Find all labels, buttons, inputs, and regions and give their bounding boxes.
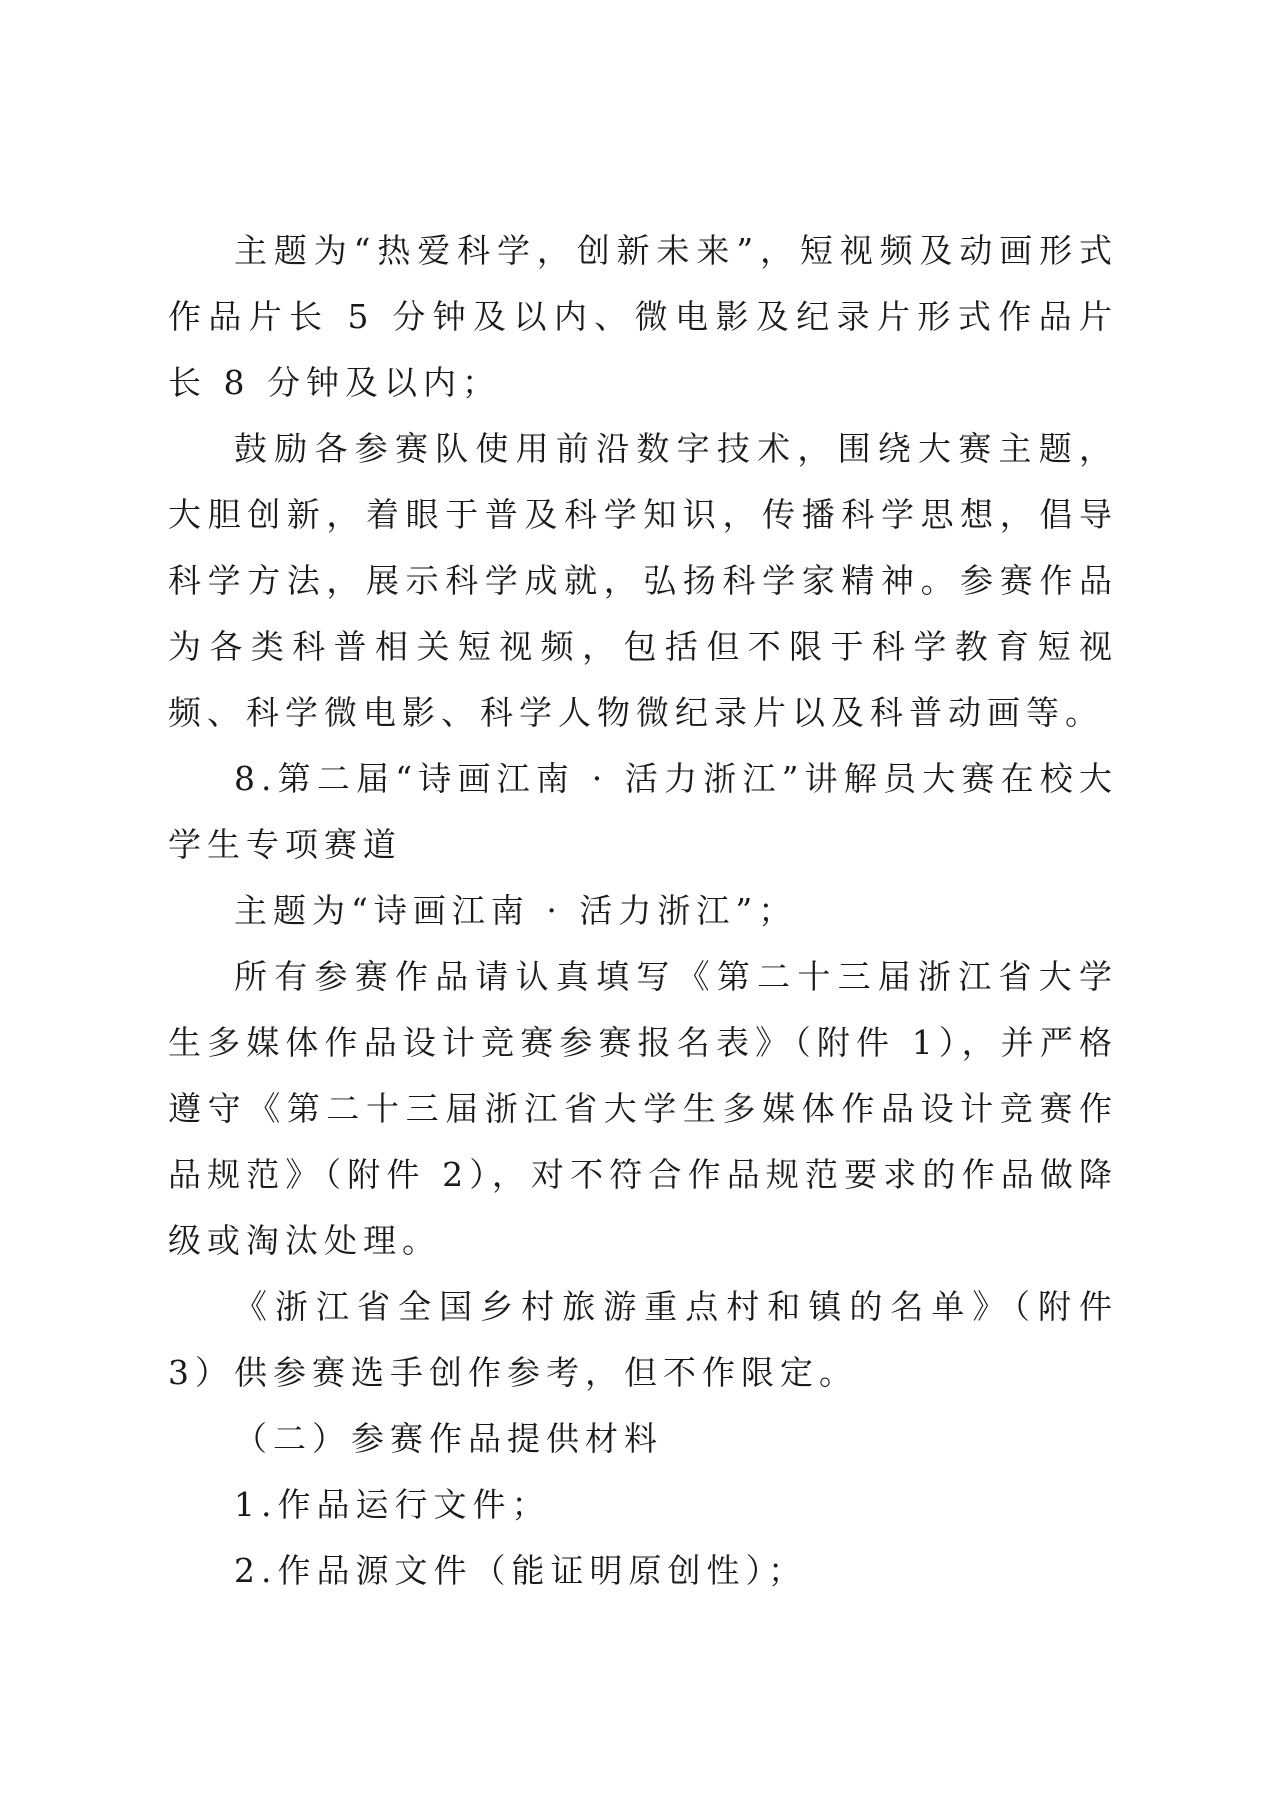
document-body <box>168 218 1118 1604</box>
list-item-run-files: 1.作品运行文件； <box>234 1485 551 1524</box>
paragraph-encourage: 鼓励各参赛队使用前沿数字技术，围绕大赛主题，大胆创新，着眼于普及科学知识，传播科学思想，倡导科学方法，展示科学成就，弘扬科学家精神。参赛作品为各类科普相关短视频，包括但不限于科学教育短视频、科学微电影、科学人物微纪录片以及科普动画等。 <box>168 429 1118 732</box>
paragraph-theme-jiangnan: 主题为“诗画江南 · 活力浙江”； <box>234 891 798 930</box>
paragraph-theme-science: 主题为“热爱科学，创新未来”，短视频及动画形式作品片长 5 分钟及以内、微电影及纪录片形式作品片长 8 分钟及以内； <box>168 231 1118 402</box>
paragraph-village-list: 《浙江省全国乡村旅游重点村和镇的名单》（附件 3）供参赛选手创作参考，但不作限定。 <box>168 1287 1118 1392</box>
paragraph-track-8-heading: 8.第二届“诗画江南 · 活力浙江”讲解员大赛在校大学生专项赛道 <box>168 759 1118 864</box>
section-heading-materials: （二）参赛作品提供材料 <box>234 1419 663 1458</box>
paragraph-registration: 所有参赛作品请认真填写《第二十三届浙江省大学生多媒体作品设计竞赛参赛报名表》（附件 1），并严格遵守《第二十三届浙江省大学生多媒体作品设计竞赛作品规范》（附件 2），对不符合作品规范要求的作品做降级或淘汰处理。 <box>168 957 1118 1260</box>
list-item-source-files: 2.作品源文件（能证明原创性）； <box>234 1551 807 1590</box>
